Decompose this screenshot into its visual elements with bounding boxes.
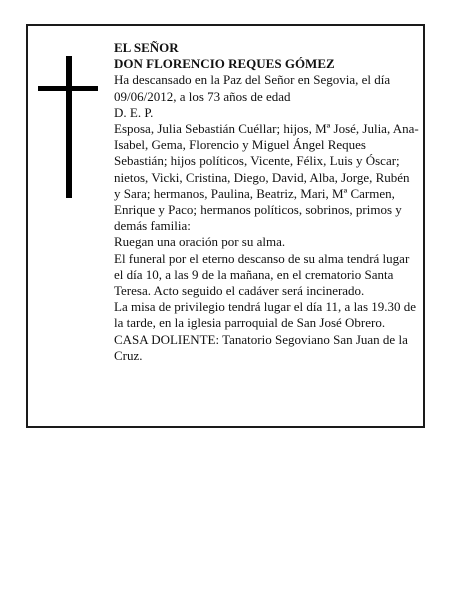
mourning-house: CASA DOLIENTE: Tanatorio Segoviano San Juan de la Cruz.: [114, 331, 408, 363]
deceased-name: DON FLORENCIO REQUES GÓMEZ: [114, 56, 335, 72]
cross-vertical-bar: [66, 56, 72, 198]
title-line-1: EL SEÑOR: [114, 40, 179, 55]
cross-icon: [38, 56, 96, 198]
death-statement: Ha descansado en la Paz del Señor en Segovia, el día 09/06/2012, a los 73 años de edad: [114, 72, 391, 104]
family-list: Esposa, Julia Sebastián Cuéllar; hijos, Mª José, Julia, Ana-Isabel, Gema, Florencio y Miguel Ángel Reques Sebastián; hijos políticos, Vicente, Félix, Luis y Óscar; nietos, Vicki, Cristina, Diego, David, Alba, Jorge, Rubén y Sara; hermanos, Paulina, Beatriz, Mari, Mª Carmen, Enrique y Paco; hermanos políticos, sobrinos, primos y demás familia:: [114, 121, 419, 234]
rip-text: D. E. P.: [114, 104, 154, 120]
funeral-info: El funeral por el eterno descanso de su alma tendrá lugar el día 10, a las 9 de la mañana, en el crematorio Santa Teresa. Acto seguido el cadáver será incinerado.: [114, 250, 410, 299]
prayer-request: Ruegan una oración por su alma.: [114, 234, 286, 250]
mass-info: La misa de privilegio tendrá lugar el día 11, a las 19.30 de la tarde, en la iglesia parroquial de San José Obrero.: [114, 299, 417, 331]
cross-horizontal-bar: [38, 86, 98, 91]
obituary-notice: [26, 24, 425, 428]
obituary-text: [114, 40, 419, 364]
